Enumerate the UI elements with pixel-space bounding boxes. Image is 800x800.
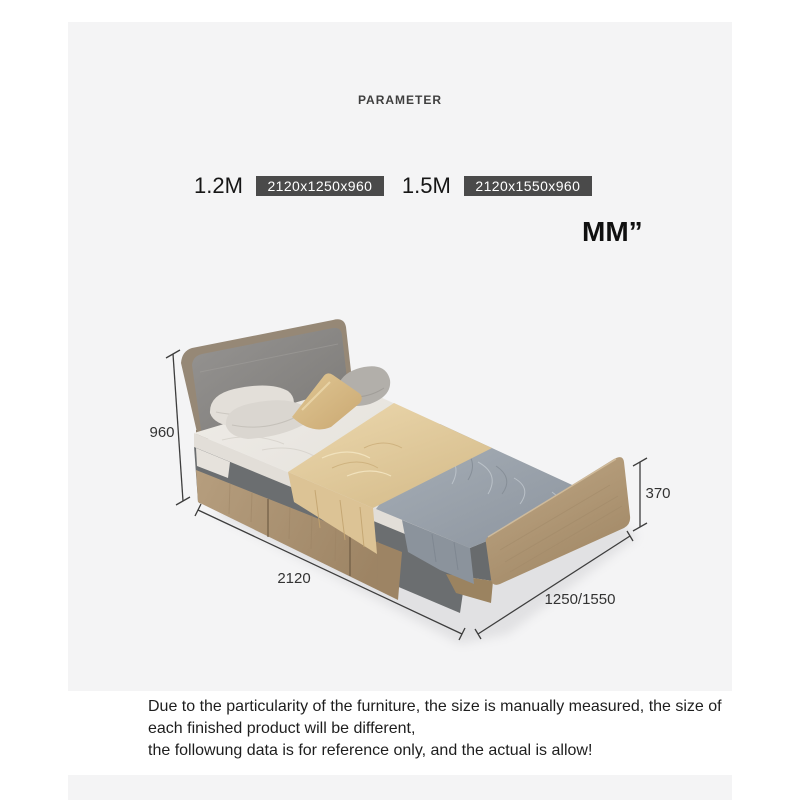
disclaimer-line-2: each finished product will be different, xyxy=(148,720,416,737)
disclaimer-line-1: Due to the particularity of the furniture, the size is manually measured, the size of xyxy=(148,698,722,715)
dimension-label-length: 2120 xyxy=(277,570,311,587)
size-dimensions-badge-1-2m: 2120x1250x960 xyxy=(256,176,384,196)
dimension-label-footboard: 370 xyxy=(645,485,671,502)
dimension-label-width: 1250/1550 xyxy=(544,591,616,608)
size-label-1-5m: 1.5M xyxy=(401,173,451,198)
disclaimer-line-3: the followung data is for reference only, and the actual is allow! xyxy=(148,742,593,759)
next-section-panel xyxy=(68,775,732,800)
section-title: PARAMETER xyxy=(357,93,443,107)
size-label-1-2m: 1.2M xyxy=(194,173,243,198)
parameter-panel xyxy=(68,22,732,691)
bed-illustration xyxy=(140,300,680,660)
size-options-row xyxy=(194,174,592,198)
disclaimer-text xyxy=(148,696,748,762)
unit-label: MM” xyxy=(582,216,643,247)
dimension-label-height: 960 xyxy=(149,424,175,441)
size-dimensions-badge-1-5m: 2120x1550x960 xyxy=(464,176,592,196)
